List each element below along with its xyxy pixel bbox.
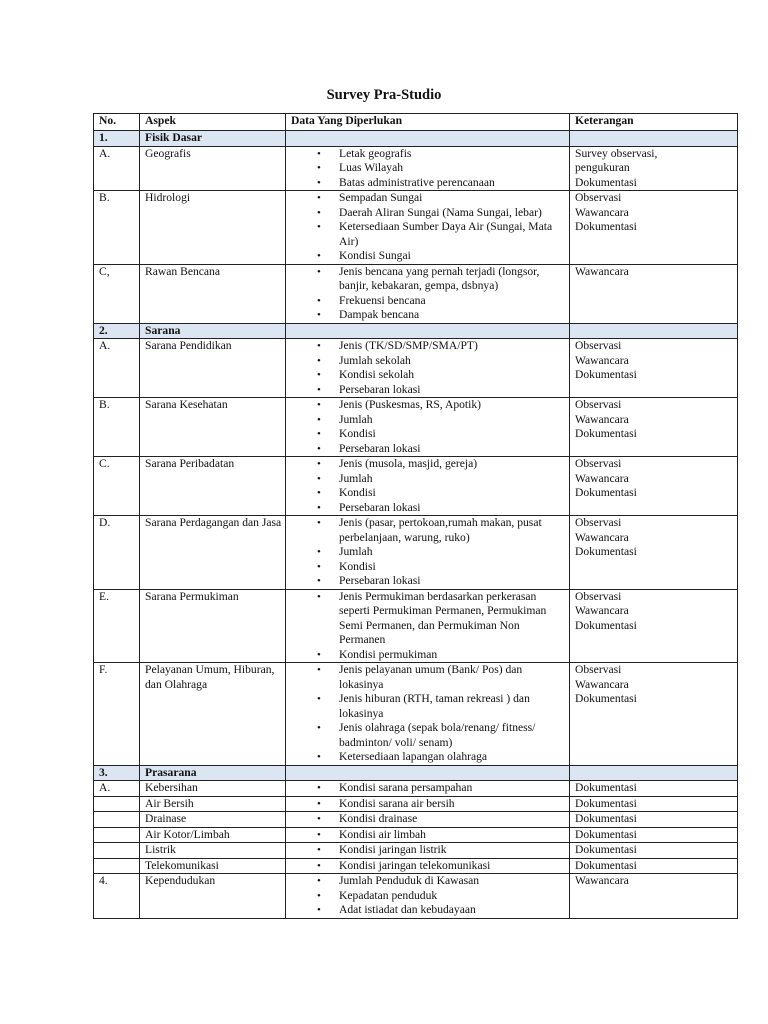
keterangan-line: Dokumentasi <box>575 368 637 381</box>
data-list <box>291 265 569 323</box>
row-keterangan <box>570 843 738 859</box>
keterangan-line: Survey observasi, <box>575 146 658 160</box>
data-list-item: • Persebaran lokasi <box>291 574 565 589</box>
keterangan-line: Dokumentasi <box>575 486 637 499</box>
keterangan-line: pengukuran <box>575 161 630 174</box>
row-aspek: Rawan Bencana <box>140 264 286 323</box>
row-aspek: Sarana Perdagangan dan Jasa <box>140 516 286 590</box>
table-row <box>94 191 738 265</box>
row-aspek: Hidrologi <box>140 191 286 265</box>
keterangan-line: Observasi <box>575 339 622 352</box>
row-aspek: Kependudukan <box>140 874 286 919</box>
keterangan-line: Dokumentasi <box>575 843 637 856</box>
row-aspek: Sarana Permukiman <box>140 589 286 663</box>
data-list <box>291 398 569 456</box>
table-row <box>94 589 738 663</box>
row-data <box>286 146 570 191</box>
data-list-item: • Jenis (pasar, pertokoan,rumah makan, pusat perbelanjaan, warung, ruko) <box>291 516 565 545</box>
row-number <box>94 843 140 859</box>
data-list <box>291 812 569 827</box>
table-header-row <box>94 114 738 131</box>
row-aspek: Kebersihan <box>140 781 286 797</box>
data-list <box>291 590 569 663</box>
row-number: F. <box>94 663 140 766</box>
section-number: 3. <box>94 765 140 781</box>
section-row <box>94 131 738 147</box>
row-keterangan <box>570 146 738 191</box>
row-data <box>286 796 570 812</box>
data-list-item: • Daerah Aliran Sungai (Nama Sungai, lebar) <box>291 206 565 221</box>
data-list <box>291 191 569 264</box>
data-list-item: • Jenis (TK/SD/SMP/SMA/PT) <box>291 339 565 354</box>
row-keterangan <box>570 589 738 663</box>
data-list <box>291 859 569 874</box>
keterangan-line: Dokumentasi <box>575 175 637 189</box>
data-list <box>291 874 569 918</box>
keterangan-line: Dokumentasi <box>575 827 637 841</box>
row-aspek: Geografis <box>140 146 286 191</box>
table-body <box>94 131 738 919</box>
keterangan-line: Dokumentasi <box>575 796 637 810</box>
row-data <box>286 191 570 265</box>
data-list <box>291 147 569 191</box>
row-number: B. <box>94 191 140 265</box>
keterangan-line: Wawancara <box>575 264 629 278</box>
data-list <box>291 828 569 843</box>
keterangan-line: Observasi <box>575 191 622 204</box>
section-empty <box>570 323 738 339</box>
row-keterangan <box>570 339 738 398</box>
keterangan-line: Dokumentasi <box>575 427 637 440</box>
data-list-item: • Dampak bencana <box>291 308 565 323</box>
data-list-item: • Jumlah <box>291 472 565 487</box>
data-list-item: • Jenis (musola, masjid, gereja) <box>291 457 565 472</box>
row-number <box>94 827 140 843</box>
row-keterangan <box>570 398 738 457</box>
data-list <box>291 457 569 515</box>
row-number: A. <box>94 339 140 398</box>
table-row <box>94 457 738 516</box>
keterangan-line: Wawancara <box>575 530 629 544</box>
row-aspek: Listrik <box>140 843 286 859</box>
row-number <box>94 858 140 874</box>
data-list <box>291 843 569 858</box>
row-keterangan <box>570 516 738 590</box>
data-list-item: • Kondisi drainase <box>291 812 565 827</box>
keterangan-line: Dokumentasi <box>575 692 637 705</box>
data-list-item: • Jenis Permukiman berdasarkan perkerasan seperti Permukiman Permanen, Permukiman Semi Permanen, dan Permukiman Non Permanen <box>291 590 565 648</box>
row-data <box>286 781 570 797</box>
row-data <box>286 812 570 828</box>
data-list-item: • Ketersediaan lapangan olahraga <box>291 750 565 765</box>
row-keterangan <box>570 457 738 516</box>
data-list-item: • Kondisi air limbah <box>291 828 565 843</box>
row-aspek: Air Bersih <box>140 796 286 812</box>
keterangan-line: Observasi <box>575 457 622 470</box>
keterangan-line: Wawancara <box>575 604 629 617</box>
keterangan-line: Wawancara <box>575 353 629 367</box>
row-data <box>286 339 570 398</box>
data-list-item: • Jenis olahraga (sepak bola/renang/ fitness/ badminton/ voli/ senam) <box>291 721 565 750</box>
row-number <box>94 796 140 812</box>
row-data <box>286 516 570 590</box>
row-keterangan <box>570 191 738 265</box>
row-data <box>286 858 570 874</box>
table-row <box>94 146 738 191</box>
row-number: C. <box>94 457 140 516</box>
table-row <box>94 827 738 843</box>
table-row <box>94 858 738 874</box>
data-list-item: • Jenis bencana yang pernah terjadi (longsor, banjir, kebakaran, gempa, dsbnya) <box>291 265 565 294</box>
data-list-item: • Letak geografis <box>291 147 565 162</box>
row-keterangan <box>570 796 738 812</box>
row-keterangan <box>570 874 738 919</box>
section-name: Fisik Dasar <box>140 131 286 147</box>
row-keterangan <box>570 663 738 766</box>
data-list-item: • Jumlah sekolah <box>291 354 565 369</box>
section-empty <box>570 765 738 781</box>
data-list <box>291 781 569 796</box>
data-list-item: • Persebaran lokasi <box>291 383 565 398</box>
data-list-item: • Kepadatan penduduk <box>291 889 565 904</box>
row-number: E. <box>94 589 140 663</box>
row-data <box>286 457 570 516</box>
keterangan-line: Wawancara <box>575 677 629 691</box>
data-list-item: • Kondisi <box>291 427 565 442</box>
row-keterangan <box>570 858 738 874</box>
section-empty <box>286 131 570 147</box>
table-row <box>94 398 738 457</box>
data-list-item: • Ketersediaan Sumber Daya Air (Sungai, Mata Air) <box>291 220 565 249</box>
header-aspek: Aspek <box>140 114 286 131</box>
row-aspek: Sarana Kesehatan <box>140 398 286 457</box>
section-number: 1. <box>94 131 140 147</box>
data-list-item: • Kondisi sekolah <box>291 368 565 383</box>
row-aspek: Sarana Peribadatan <box>140 457 286 516</box>
header-keterangan: Keterangan <box>570 114 738 131</box>
row-keterangan <box>570 827 738 843</box>
table-row <box>94 874 738 919</box>
row-aspek: Sarana Pendidikan <box>140 339 286 398</box>
data-list-item: • Jumlah <box>291 413 565 428</box>
row-aspek: Drainase <box>140 812 286 828</box>
row-data <box>286 827 570 843</box>
row-number: A. <box>94 781 140 797</box>
data-list <box>291 663 569 765</box>
row-data <box>286 843 570 859</box>
data-list-item: • Kondisi jaringan telekomunikasi <box>291 859 565 874</box>
data-list-item: • Kondisi jaringan listrik <box>291 843 565 858</box>
row-keterangan <box>570 781 738 797</box>
data-list-item: • Persebaran lokasi <box>291 501 565 516</box>
keterangan-line: Dokumentasi <box>575 618 637 632</box>
data-list-item: • Kondisi <box>291 486 565 501</box>
keterangan-line: Dokumentasi <box>575 812 637 825</box>
table-row <box>94 843 738 859</box>
keterangan-line: Dokumentasi <box>575 545 637 558</box>
row-data <box>286 589 570 663</box>
keterangan-line: Wawancara <box>575 412 629 426</box>
keterangan-line: Observasi <box>575 516 622 529</box>
data-list-item: • Jenis hiburan (RTH, taman rekreasi ) dan lokasinya <box>291 692 565 721</box>
page-title: Survey Pra-Studio <box>326 87 442 103</box>
row-keterangan <box>570 812 738 828</box>
section-row <box>94 323 738 339</box>
keterangan-line: Wawancara <box>575 874 629 887</box>
data-list-item: • Kondisi Sungai <box>291 249 565 264</box>
row-number: A. <box>94 146 140 191</box>
table-row <box>94 516 738 590</box>
row-data <box>286 874 570 919</box>
data-list-item: • Jenis pelayanan umum (Bank/ Pos) dan lokasinya <box>291 663 565 692</box>
data-list-item: • Kondisi sarana persampahan <box>291 781 565 796</box>
row-data <box>286 264 570 323</box>
data-list-item: • Frekuensi bencana <box>291 294 565 309</box>
table-row <box>94 796 738 812</box>
keterangan-line: Wawancara <box>575 205 629 219</box>
keterangan-line: Dokumentasi <box>575 220 637 233</box>
row-aspek: Telekomunikasi <box>140 858 286 874</box>
data-list-item: • Kondisi sarana air bersih <box>291 797 565 812</box>
section-number: 2. <box>94 323 140 339</box>
keterangan-line: Observasi <box>575 663 622 676</box>
row-keterangan <box>570 264 738 323</box>
data-list-item: • Persebaran lokasi <box>291 442 565 457</box>
keterangan-line: Wawancara <box>575 471 629 485</box>
keterangan-line: Dokumentasi <box>575 858 637 872</box>
section-row <box>94 765 738 781</box>
section-name: Sarana <box>140 323 286 339</box>
table-row <box>94 663 738 766</box>
survey-table <box>93 113 738 919</box>
data-list-item: • Jumlah Penduduk di Kawasan <box>291 874 565 889</box>
data-list <box>291 339 569 397</box>
row-number: 4. <box>94 874 140 919</box>
section-empty <box>570 131 738 147</box>
data-list-item: • Sempadan Sungai <box>291 191 565 206</box>
table-row <box>94 339 738 398</box>
row-aspek: Pelayanan Umum, Hiburan, dan Olahraga <box>140 663 286 766</box>
data-list-item: • Luas Wilayah <box>291 161 565 176</box>
keterangan-line: Observasi <box>575 589 622 603</box>
row-number: D. <box>94 516 140 590</box>
section-name: Prasarana <box>140 765 286 781</box>
keterangan-line: Dokumentasi <box>575 781 637 794</box>
row-number: C, <box>94 264 140 323</box>
row-number <box>94 812 140 828</box>
data-list <box>291 797 569 812</box>
table-row <box>94 264 738 323</box>
data-list-item: • Batas administrative perencanaan <box>291 176 565 191</box>
data-list-item: • Jenis (Puskesmas, RS, Apotik) <box>291 398 565 413</box>
data-list-item: • Kondisi permukiman <box>291 648 565 663</box>
row-data <box>286 398 570 457</box>
data-list-item: • Jumlah <box>291 545 565 560</box>
section-empty <box>286 765 570 781</box>
table-row <box>94 812 738 828</box>
data-list-item: • Kondisi <box>291 560 565 575</box>
row-aspek: Air Kotor/Limbah <box>140 827 286 843</box>
header-no: No. <box>94 114 140 131</box>
data-list-item: • Adat istiadat dan kebudayaan <box>291 903 565 918</box>
row-number: B. <box>94 398 140 457</box>
table-row <box>94 781 738 797</box>
header-data: Data Yang Diperlukan <box>286 114 570 131</box>
keterangan-line: Observasi <box>575 398 622 411</box>
row-data <box>286 663 570 766</box>
section-empty <box>286 323 570 339</box>
data-list <box>291 516 569 589</box>
